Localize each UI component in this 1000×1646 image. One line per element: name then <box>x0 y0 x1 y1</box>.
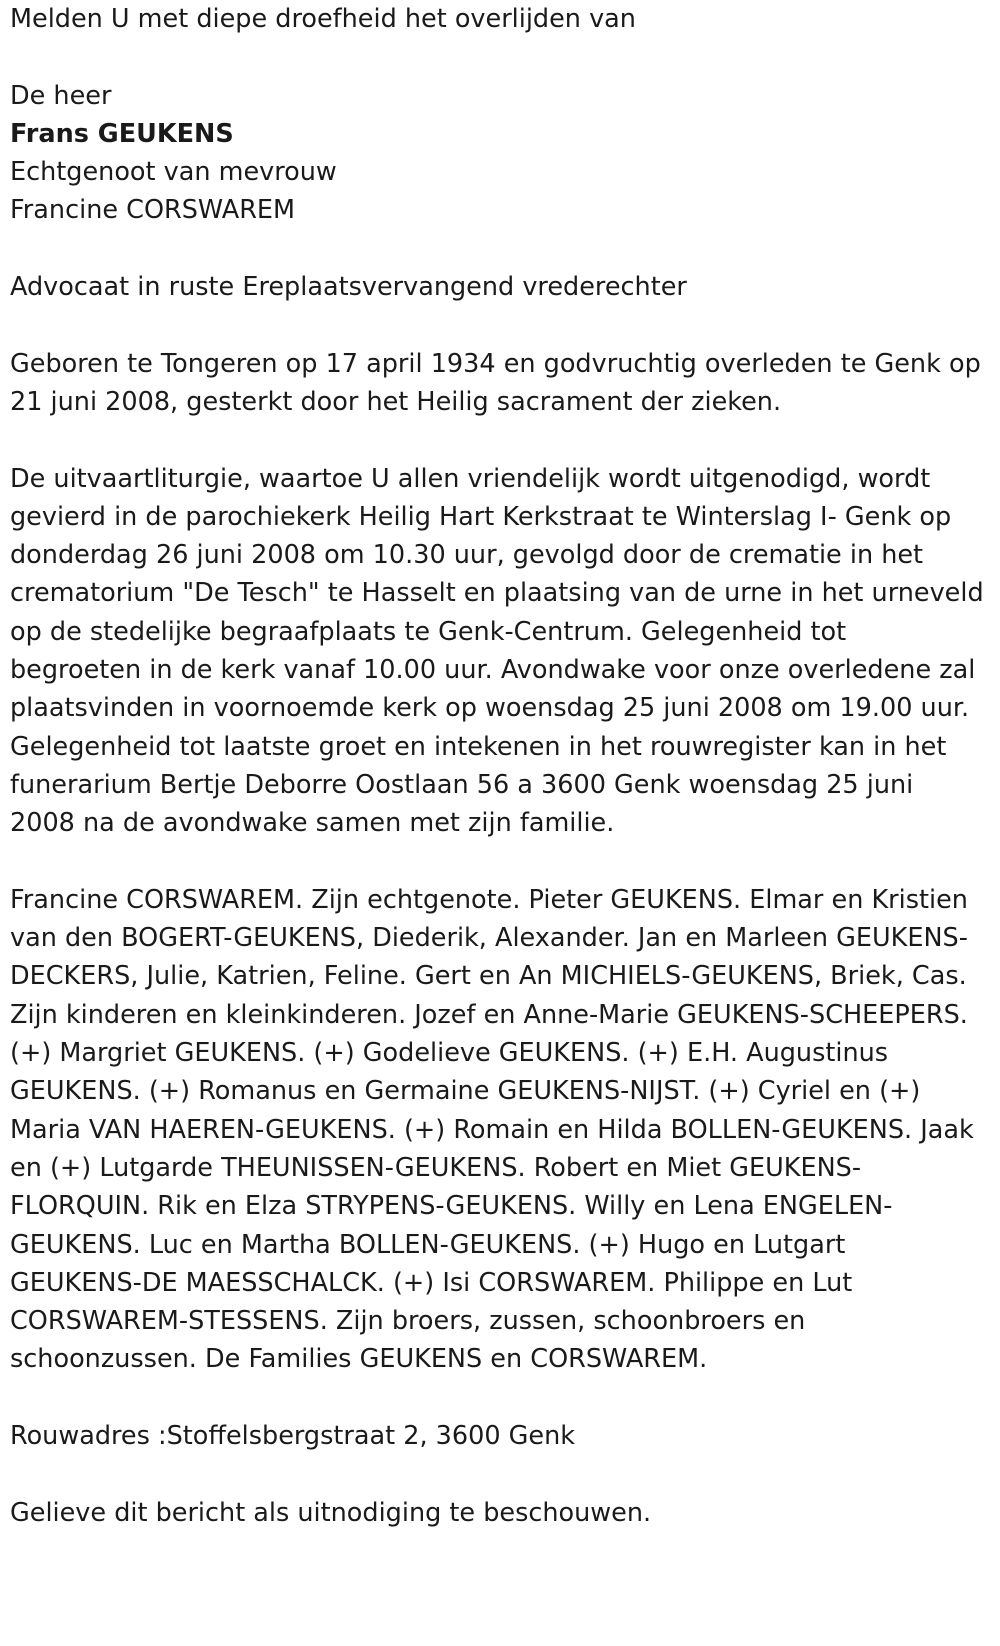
spouse-name: Francine CORSWAREM <box>10 195 296 226</box>
profession: Advocaat in ruste Ereplaatsvervangend vrederechter <box>10 272 687 303</box>
intro-line: Melden U met diepe droefheid het overlijden van <box>10 4 636 34</box>
deceased-name: Frans GEUKENS <box>10 118 234 149</box>
spacer <box>10 38 985 76</box>
family-paragraph: Francine CORSWAREM. Zijn echtgenote. Pieter GEUKENS. Elmar en Kristien van den BOGERT-GEUKENS, Diederik, Alexander. Jan en Marleen GEUKENS-DECKERS, Julie, Katrien, Feline. Gert en An MICHIELS-GEUKENS, Briek, Cas. Zijn kinderen en kleinkinderen. Jozef en Anne-Marie GEUKENS-SCHEEPERS. (+) Margriet GEUKENS. (+) Godelieve GEUKENS. (+) E.H. Augustinus GEUKENS. (+) Romanus en Germaine GEUKENS-NIJST. (+) Cyriel en (+) Maria VAN HAEREN-GEUKENS. (+) Romain en Hilda BOLLEN-GEUKENS. Jaak en (+) Lutgarde THEUNISSEN-GEUKENS. Robert en Miet GEUKENS-FLORQUIN. Rik en Elza STRYPENS-GEUKENS. Willy en Lena ENGELEN-GEUKENS. Luc en Martha BOLLEN-GEUKENS. (+) Hugo en Lutgart GEUKENS-DE MAESSCHALCK. (+) Isi CORSWAREM. Philippe en Lut CORSWAREM-STESSENS. Zijn broers, zussen, schoonbroers en schoonzussen. De Families GEUKENS en CORSWAREM. <box>10 884 974 1375</box>
spacer <box>10 843 985 881</box>
spacer <box>10 1455 985 1493</box>
spacer <box>10 230 985 268</box>
spacer <box>10 306 985 344</box>
mourning-address: Rouwadres :Stoffelsbergstraat 2, 3600 Genk <box>10 1420 576 1451</box>
birth-death-paragraph: Geboren te Tongeren op 17 april 1934 en godvruchtig overleden te Genk op 21 juni 2008, gesterkt door het Heilig sacrament der zieken. <box>10 348 981 417</box>
closing-line: Gelieve dit bericht als uitnodiging te beschouwen. <box>10 1497 652 1528</box>
funeral-paragraph: De uitvaartliturgie, waartoe U allen vriendelijk wordt uitgenodigd, wordt gevierd in de parochiekerk Heilig Hart Kerkstraat te Winterslag I- Genk op donderdag 26 juni 2008 om 10.30 uur, gevolgd door de crematie in het crematorium "De Tesch" te Hasselt en plaatsing van de urne in het urneveld op de stedelijke begraafplaats te Genk-Centrum. Gelegenheid tot begroeten in de kerk vanaf 10.00 uur. Avondwake voor onze overledene zal plaatsvinden in voornoemde kerk op woensdag 25 juni 2008 om 19.00 uur. Gelegenheid tot laatste groet en intekenen in het rouwregister kan in het funerarium Bertje Deborre Oostlaan 56 a 3600 Genk woensdag 25 juni 2008 na de avondwake samen met zijn familie. <box>10 463 984 839</box>
obituary-notice <box>10 0 985 1532</box>
spacer <box>10 1379 985 1417</box>
spacer <box>10 421 985 459</box>
salutation: De heer <box>10 80 112 111</box>
spouse-label: Echtgenoot van mevrouw <box>10 157 337 188</box>
